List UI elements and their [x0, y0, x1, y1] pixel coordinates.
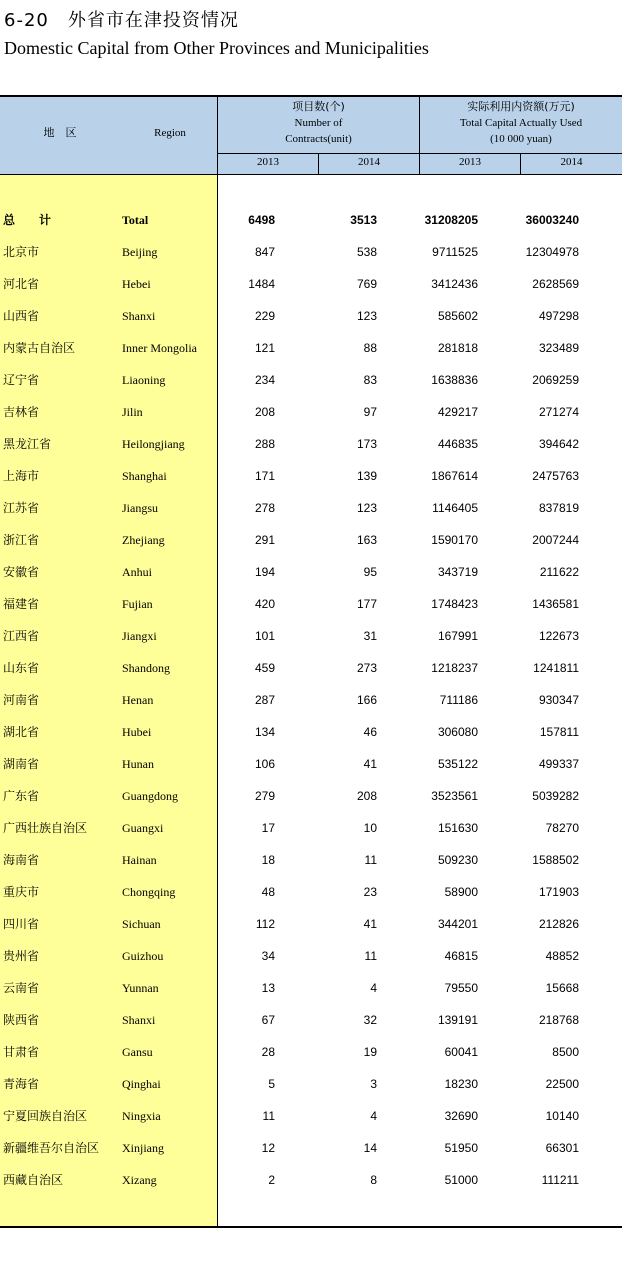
contracts-2013: 28	[261, 1045, 275, 1059]
contracts-2014: 32	[363, 1013, 377, 1027]
contracts-2014: 769	[356, 277, 377, 291]
data-table	[0, 95, 622, 1228]
contracts-2014: 23	[363, 885, 377, 899]
capital-2014: 36003240	[525, 213, 579, 227]
region-name-cn: 河北省	[3, 277, 40, 291]
capital-2013: 167991	[437, 629, 478, 643]
contracts-2014: 31	[363, 629, 377, 643]
region-name-en: Jiangxi	[122, 629, 157, 643]
contracts-2014: 46	[363, 725, 377, 739]
capital-2013: 139191	[437, 1013, 478, 1027]
contracts-2014: 538	[356, 245, 377, 259]
contracts-2013: 12	[261, 1141, 275, 1155]
header-contracts-en-2: Contracts(unit)	[285, 133, 352, 145]
contracts-2013: 6498	[248, 213, 275, 227]
region-name-cn: 辽宁省	[3, 373, 40, 387]
capital-2013: 509230	[437, 853, 478, 867]
capital-2014: 171903	[538, 885, 579, 899]
contracts-2014: 4	[370, 981, 377, 995]
table-row	[0, 396, 622, 428]
region-name-cn: 青海省	[3, 1077, 40, 1091]
capital-2014: 2069259	[532, 373, 579, 387]
table-row	[0, 1164, 622, 1196]
capital-2014: 1436581	[532, 597, 579, 611]
table-row	[0, 972, 622, 1004]
region-name-en: Shanxi	[122, 309, 156, 323]
contracts-2014: 173	[356, 437, 377, 451]
table-row	[0, 844, 622, 876]
table-row	[0, 364, 622, 396]
region-name-en: Shanxi	[122, 1013, 156, 1027]
region-name-en: Hubei	[122, 725, 152, 739]
contracts-2014: 19	[363, 1045, 377, 1059]
contracts-2014: 208	[356, 789, 377, 803]
capital-2014: 930347	[538, 693, 579, 707]
capital-2013: 18230	[444, 1077, 478, 1091]
contracts-2013: 101	[254, 629, 275, 643]
contracts-2014: 123	[356, 309, 377, 323]
contracts-2013: 121	[254, 341, 275, 355]
header-contracts-en-1: Number of	[294, 117, 343, 129]
header-year-capital-2013: 2013	[459, 156, 481, 168]
contracts-2013: 279	[254, 789, 275, 803]
region-name-cn: 浙江省	[3, 533, 40, 547]
region-name-cn: 贵州省	[3, 949, 40, 963]
capital-2013: 1748423	[431, 597, 478, 611]
total-row	[0, 204, 622, 236]
region-name-cn: 湖南省	[3, 757, 40, 771]
region-name-en: Beijing	[122, 245, 158, 259]
contracts-2013: 420	[254, 597, 275, 611]
contracts-2013: 278	[254, 501, 275, 515]
capital-2014: 12304978	[525, 245, 579, 259]
contracts-2014: 3	[370, 1077, 377, 1091]
capital-2013: 60041	[444, 1045, 478, 1059]
capital-2014: 122673	[538, 629, 579, 643]
table-row	[0, 780, 622, 812]
capital-2014: 2628569	[532, 277, 579, 291]
contracts-2013: 208	[254, 405, 275, 419]
capital-2013: 51950	[444, 1141, 478, 1155]
region-name-en: Total	[122, 213, 149, 227]
capital-2014: 837819	[538, 501, 579, 515]
capital-2013: 281818	[437, 341, 478, 355]
region-name-cn: 重庆市	[3, 885, 40, 899]
region-name-en: Yunnan	[122, 981, 159, 995]
header-region-en: Region	[154, 127, 186, 139]
table-row	[0, 556, 622, 588]
capital-2014: 2007244	[532, 533, 579, 547]
region-name-en: Zhejiang	[122, 533, 165, 547]
region-name-cn: 上海市	[3, 469, 40, 483]
region-name-cn: 内蒙古自治区	[3, 341, 76, 355]
capital-2014: 271274	[538, 405, 579, 419]
region-name-cn: 广西壮族自治区	[3, 821, 88, 835]
header-capital-en-1: Total Capital Actually Used	[459, 117, 583, 129]
region-name-en: Qinghai	[122, 1077, 161, 1091]
contracts-2013: 229	[254, 309, 275, 323]
region-name-cn: 湖北省	[3, 725, 40, 739]
contracts-2013: 48	[261, 885, 275, 899]
capital-2013: 79550	[444, 981, 478, 995]
region-name-cn: 陕西省	[3, 1013, 40, 1027]
capital-2014: 212826	[538, 917, 579, 931]
region-name-en: Jilin	[122, 405, 143, 419]
table-row	[0, 236, 622, 268]
region-name-cn: 西藏自治区	[3, 1173, 64, 1187]
capital-2013: 1146405	[432, 501, 478, 515]
capital-2014: 78270	[545, 821, 579, 835]
table-row	[0, 1100, 622, 1132]
capital-2013: 3412436	[431, 277, 478, 291]
header-year-contracts-2014: 2014	[358, 156, 380, 168]
table-row	[0, 940, 622, 972]
region-name-en: Ningxia	[122, 1109, 161, 1123]
contracts-2013: 1484	[248, 277, 275, 291]
capital-2013: 31208205	[424, 213, 478, 227]
region-name-cn: 山东省	[3, 661, 40, 675]
contracts-2013: 17	[261, 821, 275, 835]
capital-2013: 1590170	[431, 533, 478, 547]
capital-2013: 1638836	[431, 373, 478, 387]
contracts-2014: 95	[363, 565, 377, 579]
contracts-2013: 171	[254, 469, 275, 483]
region-name-en: Hainan	[122, 853, 157, 867]
header-contracts-cn: 项目数(个)	[292, 100, 345, 113]
region-name-cn: 宁夏回族自治区	[3, 1109, 88, 1123]
capital-2013: 429217	[437, 405, 478, 419]
table-title-english: Domestic Capital from Other Provinces and Municipalities	[4, 38, 429, 58]
region-name-en: Gansu	[122, 1045, 153, 1059]
contracts-2014: 8	[370, 1173, 377, 1187]
region-name-en: Chongqing	[122, 885, 176, 899]
table-row	[0, 716, 622, 748]
header-year-capital-2014: 2014	[560, 156, 583, 168]
contracts-2014: 41	[363, 917, 377, 931]
region-name-en: Shandong	[122, 661, 170, 675]
region-name-cn: 北京市	[3, 245, 40, 259]
capital-2014: 22500	[545, 1077, 579, 1091]
contracts-2014: 139	[356, 469, 377, 483]
region-name-cn: 河南省	[3, 693, 40, 707]
region-name-en: Jiangsu	[122, 501, 158, 515]
table-bottom-rule	[0, 1226, 622, 1228]
contracts-2013: 847	[254, 245, 275, 259]
capital-2013: 51000	[444, 1173, 478, 1187]
capital-2014: 497298	[538, 309, 579, 323]
capital-2013: 9711525	[432, 245, 478, 259]
capital-2013: 32690	[444, 1109, 478, 1123]
capital-2013: 3523561	[431, 789, 478, 803]
region-name-en: Guangdong	[122, 789, 178, 803]
capital-2014: 499337	[538, 757, 579, 771]
capital-2013: 535122	[437, 757, 478, 771]
region-name-cn: 海南省	[3, 853, 40, 867]
capital-2014: 1241811	[533, 661, 579, 675]
contracts-2013: 2	[268, 1173, 275, 1187]
contracts-2014: 11	[364, 949, 377, 963]
region-name-cn: 福建省	[3, 597, 40, 611]
contracts-2014: 14	[363, 1141, 377, 1155]
capital-2014: 8500	[552, 1045, 579, 1059]
table-row	[0, 492, 622, 524]
contracts-2013: 106	[254, 757, 275, 771]
contracts-2014: 10	[363, 821, 377, 835]
contracts-2013: 287	[254, 693, 275, 707]
contracts-2014: 41	[363, 757, 377, 771]
region-name-cn: 云南省	[3, 981, 40, 995]
region-name-cn: 四川省	[3, 917, 40, 931]
contracts-2014: 11	[364, 853, 377, 867]
capital-2013: 306080	[437, 725, 478, 739]
table-row	[0, 268, 622, 300]
table-row	[0, 812, 622, 844]
region-name-cn: 江苏省	[3, 501, 40, 515]
table-title-chinese: 6-20 外省市在津投资情况	[4, 10, 239, 31]
table-row	[0, 1004, 622, 1036]
capital-2013: 1867614	[431, 469, 478, 483]
contracts-2014: 83	[363, 373, 377, 387]
contracts-2013: 34	[261, 949, 275, 963]
region-name-cn: 新疆维吾尔自治区	[3, 1141, 100, 1155]
capital-2014: 323489	[538, 341, 579, 355]
contracts-2013: 288	[254, 437, 275, 451]
region-name-cn: 江西省	[3, 629, 40, 643]
contracts-2014: 163	[356, 533, 377, 547]
capital-2014: 66301	[545, 1141, 579, 1155]
capital-2014: 218768	[538, 1013, 579, 1027]
region-name-en: Guizhou	[122, 949, 164, 963]
capital-2014: 5039282	[532, 789, 579, 803]
contracts-2013: 134	[254, 725, 275, 739]
capital-2014: 157811	[539, 725, 579, 739]
contracts-2014: 4	[370, 1109, 377, 1123]
region-name-cn: 广东省	[3, 789, 40, 803]
capital-2013: 151630	[437, 821, 478, 835]
contracts-2013: 67	[261, 1013, 275, 1027]
table-row	[0, 300, 622, 332]
region-name-en: Xizang	[122, 1173, 157, 1187]
table-row	[0, 332, 622, 364]
contracts-2014: 97	[363, 405, 377, 419]
region-name-cn: 总 计	[3, 213, 52, 227]
table-row	[0, 1068, 622, 1100]
capital-2014: 211622	[539, 565, 579, 579]
capital-2013: 711186	[439, 693, 478, 707]
contracts-2014: 166	[356, 693, 377, 707]
contracts-2014: 273	[356, 661, 377, 675]
region-name-en: Sichuan	[122, 917, 161, 931]
region-name-en: Liaoning	[122, 373, 166, 387]
contracts-2014: 123	[356, 501, 377, 515]
table-row	[0, 524, 622, 556]
header-capital-cn: 实际利用内资额(万元)	[467, 100, 575, 113]
table-row	[0, 748, 622, 780]
capital-2013: 1218237	[431, 661, 478, 675]
table-row	[0, 1036, 622, 1068]
capital-2013: 446835	[437, 437, 478, 451]
region-name-en: Xinjiang	[122, 1141, 164, 1155]
region-name-en: Anhui	[122, 565, 152, 579]
contracts-2014: 88	[363, 341, 377, 355]
header-region-cn: 地 区	[43, 126, 77, 139]
table-row	[0, 652, 622, 684]
capital-2014: 48852	[545, 949, 579, 963]
header-year-contracts-2013: 2013	[257, 156, 279, 168]
contracts-2013: 112	[255, 917, 275, 931]
table-row	[0, 620, 622, 652]
contracts-2014: 3513	[350, 213, 377, 227]
capital-2013: 344201	[437, 917, 478, 931]
region-name-cn: 黑龙江省	[3, 437, 52, 451]
capital-2014: 111211	[541, 1173, 579, 1187]
capital-2013: 343719	[437, 565, 478, 579]
contracts-2014: 177	[356, 597, 377, 611]
region-name-en: Fujian	[122, 597, 153, 611]
region-name-en: Hunan	[122, 757, 154, 771]
region-name-en: Hebei	[122, 277, 151, 291]
region-name-en: Shanghai	[122, 469, 167, 483]
capital-2013: 58900	[444, 885, 478, 899]
capital-2013: 46815	[444, 949, 478, 963]
contracts-2013: 459	[254, 661, 275, 675]
contracts-2013: 291	[254, 533, 275, 547]
header-capital-en-2: (10 000 yuan)	[490, 133, 552, 145]
table-row	[0, 684, 622, 716]
contracts-2013: 11	[262, 1109, 275, 1123]
contracts-2013: 194	[254, 565, 275, 579]
capital-2014: 394642	[538, 437, 579, 451]
region-name-en: Heilongjiang	[122, 437, 185, 451]
table-row	[0, 908, 622, 940]
region-name-en: Guangxi	[122, 821, 164, 835]
table-row	[0, 1132, 622, 1164]
contracts-2013: 13	[261, 981, 275, 995]
contracts-2013: 18	[261, 853, 275, 867]
table-row	[0, 460, 622, 492]
region-name-cn: 安徽省	[3, 565, 40, 579]
region-name-cn: 甘肃省	[3, 1045, 40, 1059]
contracts-2013: 5	[268, 1077, 275, 1091]
region-name-cn: 吉林省	[3, 405, 40, 419]
capital-2014: 2475763	[532, 469, 579, 483]
capital-2014: 10140	[545, 1109, 579, 1123]
region-name-cn: 山西省	[3, 309, 40, 323]
region-name-en: Henan	[122, 693, 154, 707]
contracts-2013: 234	[254, 373, 275, 387]
region-name-en: Inner Mongolia	[122, 341, 197, 355]
table-row	[0, 876, 622, 908]
capital-2014: 15668	[545, 981, 579, 995]
table-row	[0, 588, 622, 620]
capital-2014: 1588502	[532, 853, 579, 867]
capital-2013: 585602	[437, 309, 478, 323]
table-row	[0, 428, 622, 460]
